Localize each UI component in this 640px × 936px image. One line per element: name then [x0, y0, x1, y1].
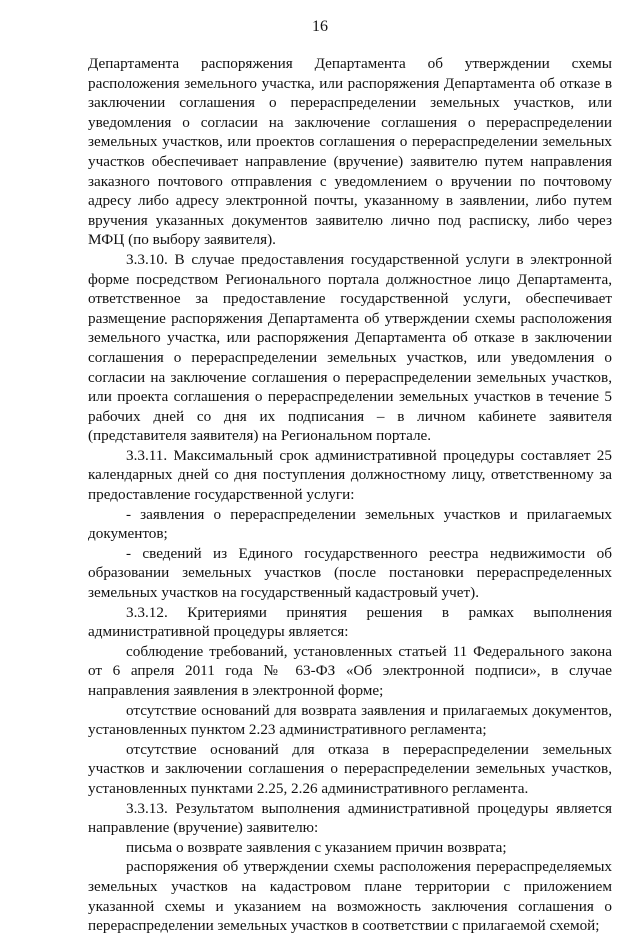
- paragraph-3-3-10: 3.3.10. В случае предоставления государственной услуги в электронной форме посредством Регионального портала должностное лицо Департамента, ответственное за предоставление государственной услуги, обеспечивает размещение распоряжения Департамента об утверждении схемы расположения земельного участка, или распоряжения Департамента об отказе в заключении соглашения о перераспределении земельных участков, или уведомления о согласии на заключение соглашения о перераспределении земельных участков, или проекта соглашения о перераспределении земельных участков в течение 5 рабочих дней со дня их подписания – в личном кабинете заявителя (представителя заявителя) на Региональном портале.: [88, 250, 612, 445]
- document-body: [88, 54, 612, 936]
- page-number: 16: [312, 18, 328, 35]
- paragraph-3-3-12: 3.3.12. Критериями принятия решения в рамках выполнения административной процедуры является:: [88, 603, 612, 641]
- list-item-application: - заявления о перераспределении земельных участков и прилагаемых документов;: [88, 505, 612, 543]
- result-return-letter: письма о возврате заявления с указанием причин возврата;: [126, 838, 507, 856]
- paragraph-3-3-13: 3.3.13. Результатом выполнения административной процедуры является направление (вручение) заявителю:: [88, 799, 612, 837]
- paragraph-continuation: Департамента распоряжения Департамента об утверждении схемы расположения земельного участка, или распоряжения Департамента об отказе в заключении соглашения о перераспределении земельных участков, или уведомления о согласии на заключение соглашения о перераспределении земельных участков, или проектов соглашения о перераспределении земельных участков обеспечивает направление (вручение) заявителю путем направления заказного почтового отправления с уведомлением о вручении по почтовому адресу либо адресу электронной почты, указанному в заявлении, либо путем вручения указанных документов заявителю лично под расписку, либо через МФЦ (по выбору заявителя).: [88, 55, 612, 249]
- result-scheme-order: распоряжения об утверждении схемы расположения перераспределяемых земельных участков на кадастровом плане территории с приложением указанной схемы и указанием на возможность заключения соглашения о перераспределении земельных участков в соответствии с прилагаемой схемой;: [88, 858, 612, 935]
- list-item-registry-info: - сведений из Единого государственного реестра недвижимости об образовании земельных участков (после постановки перераспределенных земельных участков на государственный кадастровый учет).: [88, 544, 612, 602]
- criterion-no-return-grounds: отсутствие оснований для возврата заявления и прилагаемых документов, установленных пунктом 2.23 административного регламента;: [88, 701, 612, 739]
- criterion-electronic-signature: соблюдение требований, установленных статьей 11 Федерального закона от 6 апреля 2011 года № 63-ФЗ «Об электронной подписи», в случае направления заявления в электронной форме;: [88, 642, 612, 699]
- paragraph-3-3-11: 3.3.11. Максимальный срок административной процедуры составляет 25 календарных дней со дня поступления должностному лицу, ответственному за предоставление государственной услуги:: [88, 446, 612, 504]
- criterion-no-refusal-grounds: отсутствие оснований для отказа в перераспределении земельных участков и заключении соглашения о перераспределении земельных участков, установленных пунктами 2.25, 2.26 административного регламента.: [88, 740, 612, 797]
